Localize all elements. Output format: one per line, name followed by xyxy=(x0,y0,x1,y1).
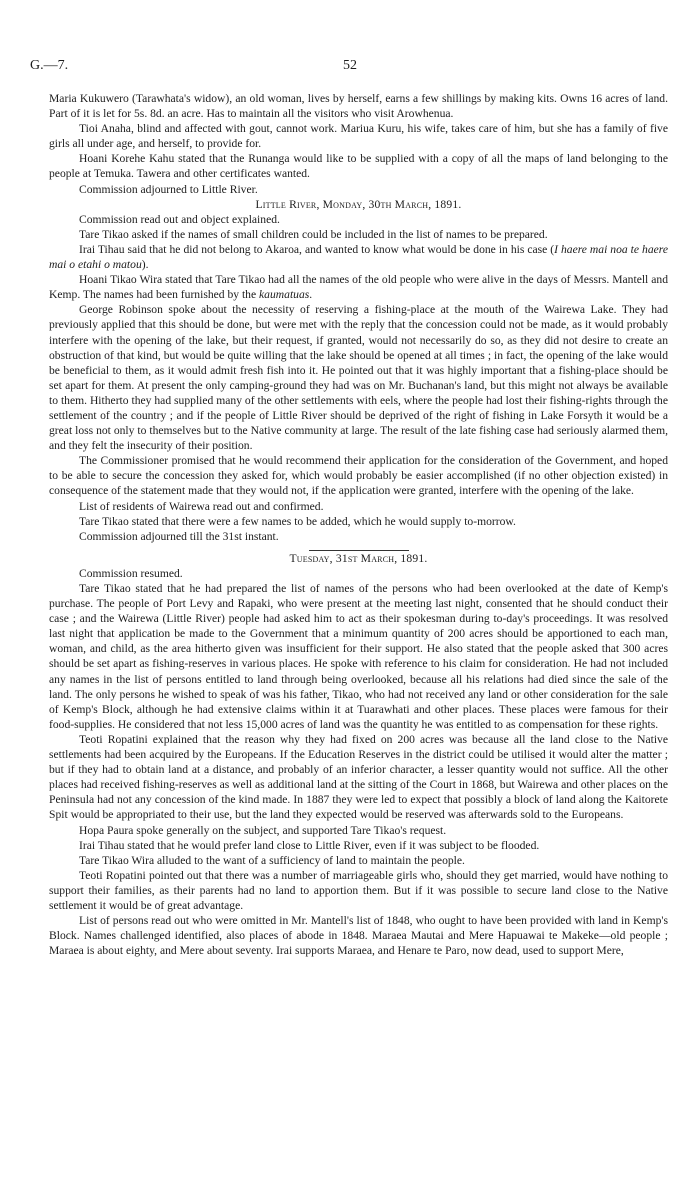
paragraph-list-omitted: List of persons read out who were omitted in Mr. Mantell's list of 1848, who ought to have been provided with land in Kemp's Block. Names challenged identified, also places of abode in 1848. Maraea Mautai and Mere Hapuawai te Makeke—old people ; Maraea is about eighty, and Mere about seventy. Irai supports Maraea, and Henare te Paro, now dead, used to support Mere, xyxy=(49,914,668,958)
paragraph-tioi-anaha: Tioi Anaha, blind and affected with gout, cannot work. Mariua Kuru, his wife, takes care of him, but she has a family of five girls all under age, and herself, to provide for. xyxy=(49,122,668,151)
paragraph-adjourned-31st: Commission adjourned till the 31st instant. xyxy=(79,529,279,543)
paragraph-maria-kukuwero: Maria Kukuwero (Tarawhata's widow), an old woman, lives by herself, earns a few shillings by making kits. Owns 16 acres of land. Part of it is let for 5s. 8d. an acre. Has to maintain all the visitors who visit Arowhenua. xyxy=(49,92,668,121)
paragraph-teoti-ropatini-girls: Teoti Ropatini pointed out that there was a number of marriageable girls who, should they get married, would have nothing to support their families, as their parents had no land to apportion them. But if it was possible to secure land close to the Native settlement it would be of great advantage. xyxy=(49,868,668,912)
paragraph-tare-tikao-names: Tare Tikao stated that there were a few names to be added, which he would supply to-morrow. xyxy=(79,514,516,528)
paragraph-adjourned-little-river: Commission adjourned to Little River. xyxy=(79,182,258,196)
section-heading-tuesday: Tuesday, 31st March, 1891. xyxy=(289,551,428,565)
paragraph-tare-tikao-wira: Tare Tikao Wira alluded to the want of a sufficiency of land to maintain the people. xyxy=(79,853,465,867)
paragraph-george-robinson: George Robinson spoke about the necessity of reserving a fishing-place at the mouth of the Wairewa Lake. They had previously applied that this should be done, but were met with the reply that the concession could not be made, as it would probably interfere with the opening of the lake, but their request, if granted, would not necessarily do so, as they did not desire to create an obstruction of that kind, but would be quite willing that the lake should be opened at all times ; in fact, the opening of the lake would be beneficial to them, as it would admit fresh fish into it. He pointed out that it was highly important that a fishing-place should be set apart for them. At present the only camping-ground they had was on Mr. Buchanan's land, but this might not always be available to them. Hitherto they had supplied many of the other settlements with eels, where the people had lost their fishing-rights through the settlement of the country ; and if the people of Little River should be deprived of the right of fishing in Lake Forsyth it would be a great loss not only to themselves but to the Native community at large. The result of the late fishing case had seriously alarmed them, and they felt the insecurity of their position. xyxy=(49,303,668,453)
paragraph-hoani-korehe-kahu: Hoani Korehe Kahu stated that the Runanga would like to be supplied with a copy of all the maps of land belonging to the people at Temuka. Tawera and other certificates wanted. xyxy=(49,152,668,181)
paragraph-tare-tikao-children: Tare Tikao asked if the names of small children could be included in the list of names to be prepared. xyxy=(79,227,548,241)
document-body xyxy=(49,91,668,958)
paragraph-hopa-paura: Hopa Paura spoke generally on the subject, and supported Tare Tikao's request. xyxy=(79,823,447,837)
paragraph-hoani-tikao-wira: Hoani Tikao Wira stated that Tare Tikao had all the names of the old people who were alive in the days of Messrs. Mantell and Kemp. The names had been furnished by the kaumatuas. xyxy=(49,273,668,302)
paragraph-commissioner-promised: The Commissioner promised that he would recommend their application for the consideration of the Government, and hoped to be able to secure the concession they asked for, which would probably be easier accomplished (if no other objection existed) in consequence of the statement made that they would not, if the application were granted, interfere with the opening of the lake. xyxy=(49,454,668,498)
paragraph-list-residents: List of residents of Wairewa read out and confirmed. xyxy=(79,499,324,513)
paragraph-irai-tihau-flooded: Irai Tihau stated that he would prefer land close to Little River, even if it was subject to be flooded. xyxy=(79,838,540,852)
paragraph-teoti-ropatini-explained: Teoti Ropatini explained that the reason why they had fixed on 200 acres was because all the land close to the Native settlements had been acquired by the Europeans. If the Education Reserves in the district could be utilised it would alter the matter ; but if they had to obtain land at a distance, and probably of an inferior character, a lesser quantity would not suffice. All the other places had received fishing-reserves as well as additional land at the sitting of the Court in 1868, but Wairewa and other places on the Peninsula had not any concession of the kind made. In 1887 they were led to expect that possibly a block of land along the Kaitorete Spit would be appropriated to their use, but the land they expected would be reserved was afterwards sold to the Europeans. xyxy=(49,732,668,822)
paragraph-commission-resumed: Commission resumed. xyxy=(79,566,183,580)
paragraph-commission-read: Commission read out and object explained. xyxy=(79,212,280,226)
maori-term: kaumatuas xyxy=(259,288,310,302)
page-number: 52 xyxy=(343,58,357,73)
section-heading-little-river: Little River, Monday, 30th March, 1891. xyxy=(255,197,462,211)
paragraph-tare-tikao-list: Tare Tikao stated that he had prepared the list of names of the persons who had been overlooked at the date of Kemp's purchase. The people of Port Levy and Rapaki, who were present at the meeting last night, consented that he should conduct their case ; and the Wairewa (Little River) people had asked him to act as their spokesman during to-day's proceedings. It was resolved last night that application be made to the Government that a minimum quantity of 200 acres should be apportioned to each man, woman, and child, as the area hitherto given was insufficient for their support. He also stated that the people asked that 300 acres should be set apart as fishing-reserves in various places. He spoke with reference to his claim for consideration. He had not included any names in the list of persons entitled to land through being overlooked, because all his relations had died since the sale of the land. The only persons he wished to speak of was his father, Tikao, who had not received any land or other consideration for the sale of Kemp's Block, although he had extensive claims within it at Tuarawhati and other places. These places were famous for their food-supplies. He considered that not less 15,000 acres of land was the quantity he was entitled to as compensation for these rights. xyxy=(49,582,668,731)
maori-quote: I haere mai noa te haere mai o etahi o matou xyxy=(49,242,669,272)
page-header xyxy=(30,58,670,74)
paragraph-irai-tihau-akaroa: Irai Tihau said that he did not belong to Akaroa, and wanted to know what would be done in his case (I haere mai noa te haere mai o etahi o matou). xyxy=(49,242,669,272)
report-reference: G.—7. xyxy=(30,58,69,73)
